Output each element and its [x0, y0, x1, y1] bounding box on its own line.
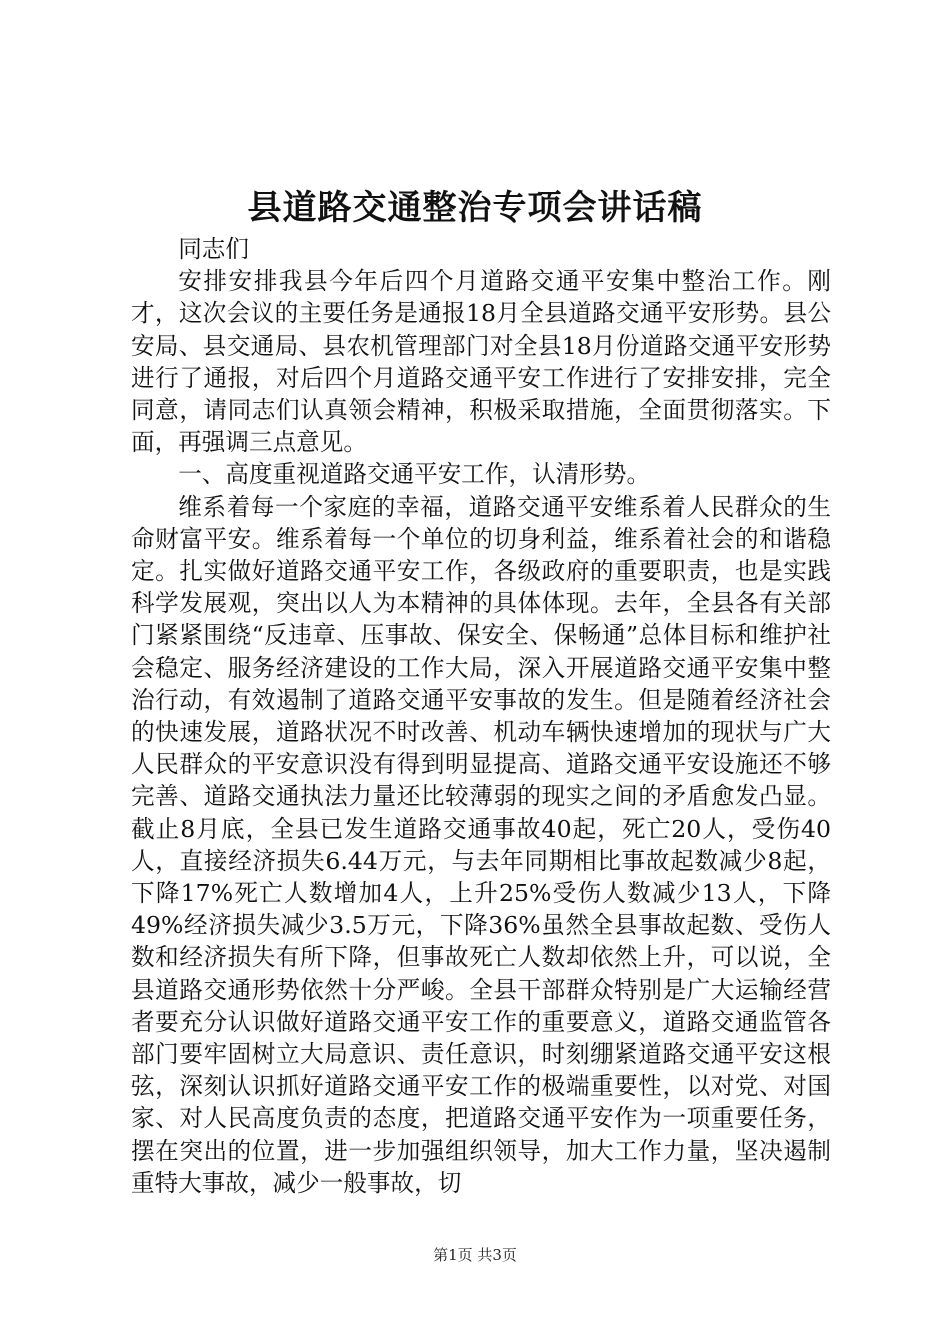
- document-title: 县道路交通整治专项会讲话稿: [247, 188, 703, 228]
- page-number-footer: 第1页 共3页: [433, 1246, 517, 1264]
- salutation-paragraph: 同志们: [178, 235, 249, 263]
- body-paragraph: 维系着每一个家庭的幸福，道路交通平安维系着人民群众的生命财富平安。维系着每一个单位的切身利益，维系着社会的和谐稳定。扎实做好道路交通平安工作，各级政府的重要职责，也是实践科学发展观，突出以人为本精神的具体体现。去年，全县各有关部门紧紧围绕“反违章、压事故、保安全、保畅通”总体目标和维护社会稳定、服务经济建设的工作大局，深入开展道路交通平安集中整治行动，有效遏制了道路交通平安事故的发生。但是随着经济社会的快速发展，道路状况不时改善、机动车辆快速增加的现状与广大人民群众的平安意识没有得到明显提高、道路交通平安设施还不够完善、道路交通执法力量还比较薄弱的现实之间的矛盾愈发凸显。截止8月底，全县已发生道路交通事故40起，死亡20人，受伤40人，直接经济损失6.44万元，与去年同期相比事故起数减少8起，下降17%死亡人数增加4人，上升25%受伤人数减少13人，下降49%经济损失减少3.5万元，下降36%虽然全县事故起数、受伤人数和经济损失有所下降，但事故死亡人数却依然上升，可以说，全县道路交通形势依然十分严峻。全县干部群众特别是广大运输经营者要充分认识做好道路交通平安工作的重要意义，道路交通监管各部门要牢固树立大局意识、责任意识，时刻绷紧道路交通平安这根弦，深刻认识抓好道路交通平安工作的极端重要性，以对党、对国家、对人民高度负责的态度，把道路交通平安作为一项重要任务，摆在突出的位置，进一步加强组织领导，加大工作力量，坚决遏制重特大事故，减少一般事故，切: [131, 492, 831, 1197]
- document-body: [131, 233, 831, 1199]
- body-paragraph: 安排安排我县今年后四个月道路交通平安集中整治工作。刚才，这次会议的主要任务是通报18月全县道路交通平安形势。县公安局、县交通局、县农机管理部门对全县18月份道路交通平安形势进行了通报，对后四个月道路交通平安工作进行了安排安排，完全同意，请同志们认真领会精神，积极采取措施，全面贯彻落实。下面，再强调三点意见。: [131, 267, 831, 457]
- section-heading: 一、高度重视道路交通平安工作，认清形势。: [178, 460, 651, 489]
